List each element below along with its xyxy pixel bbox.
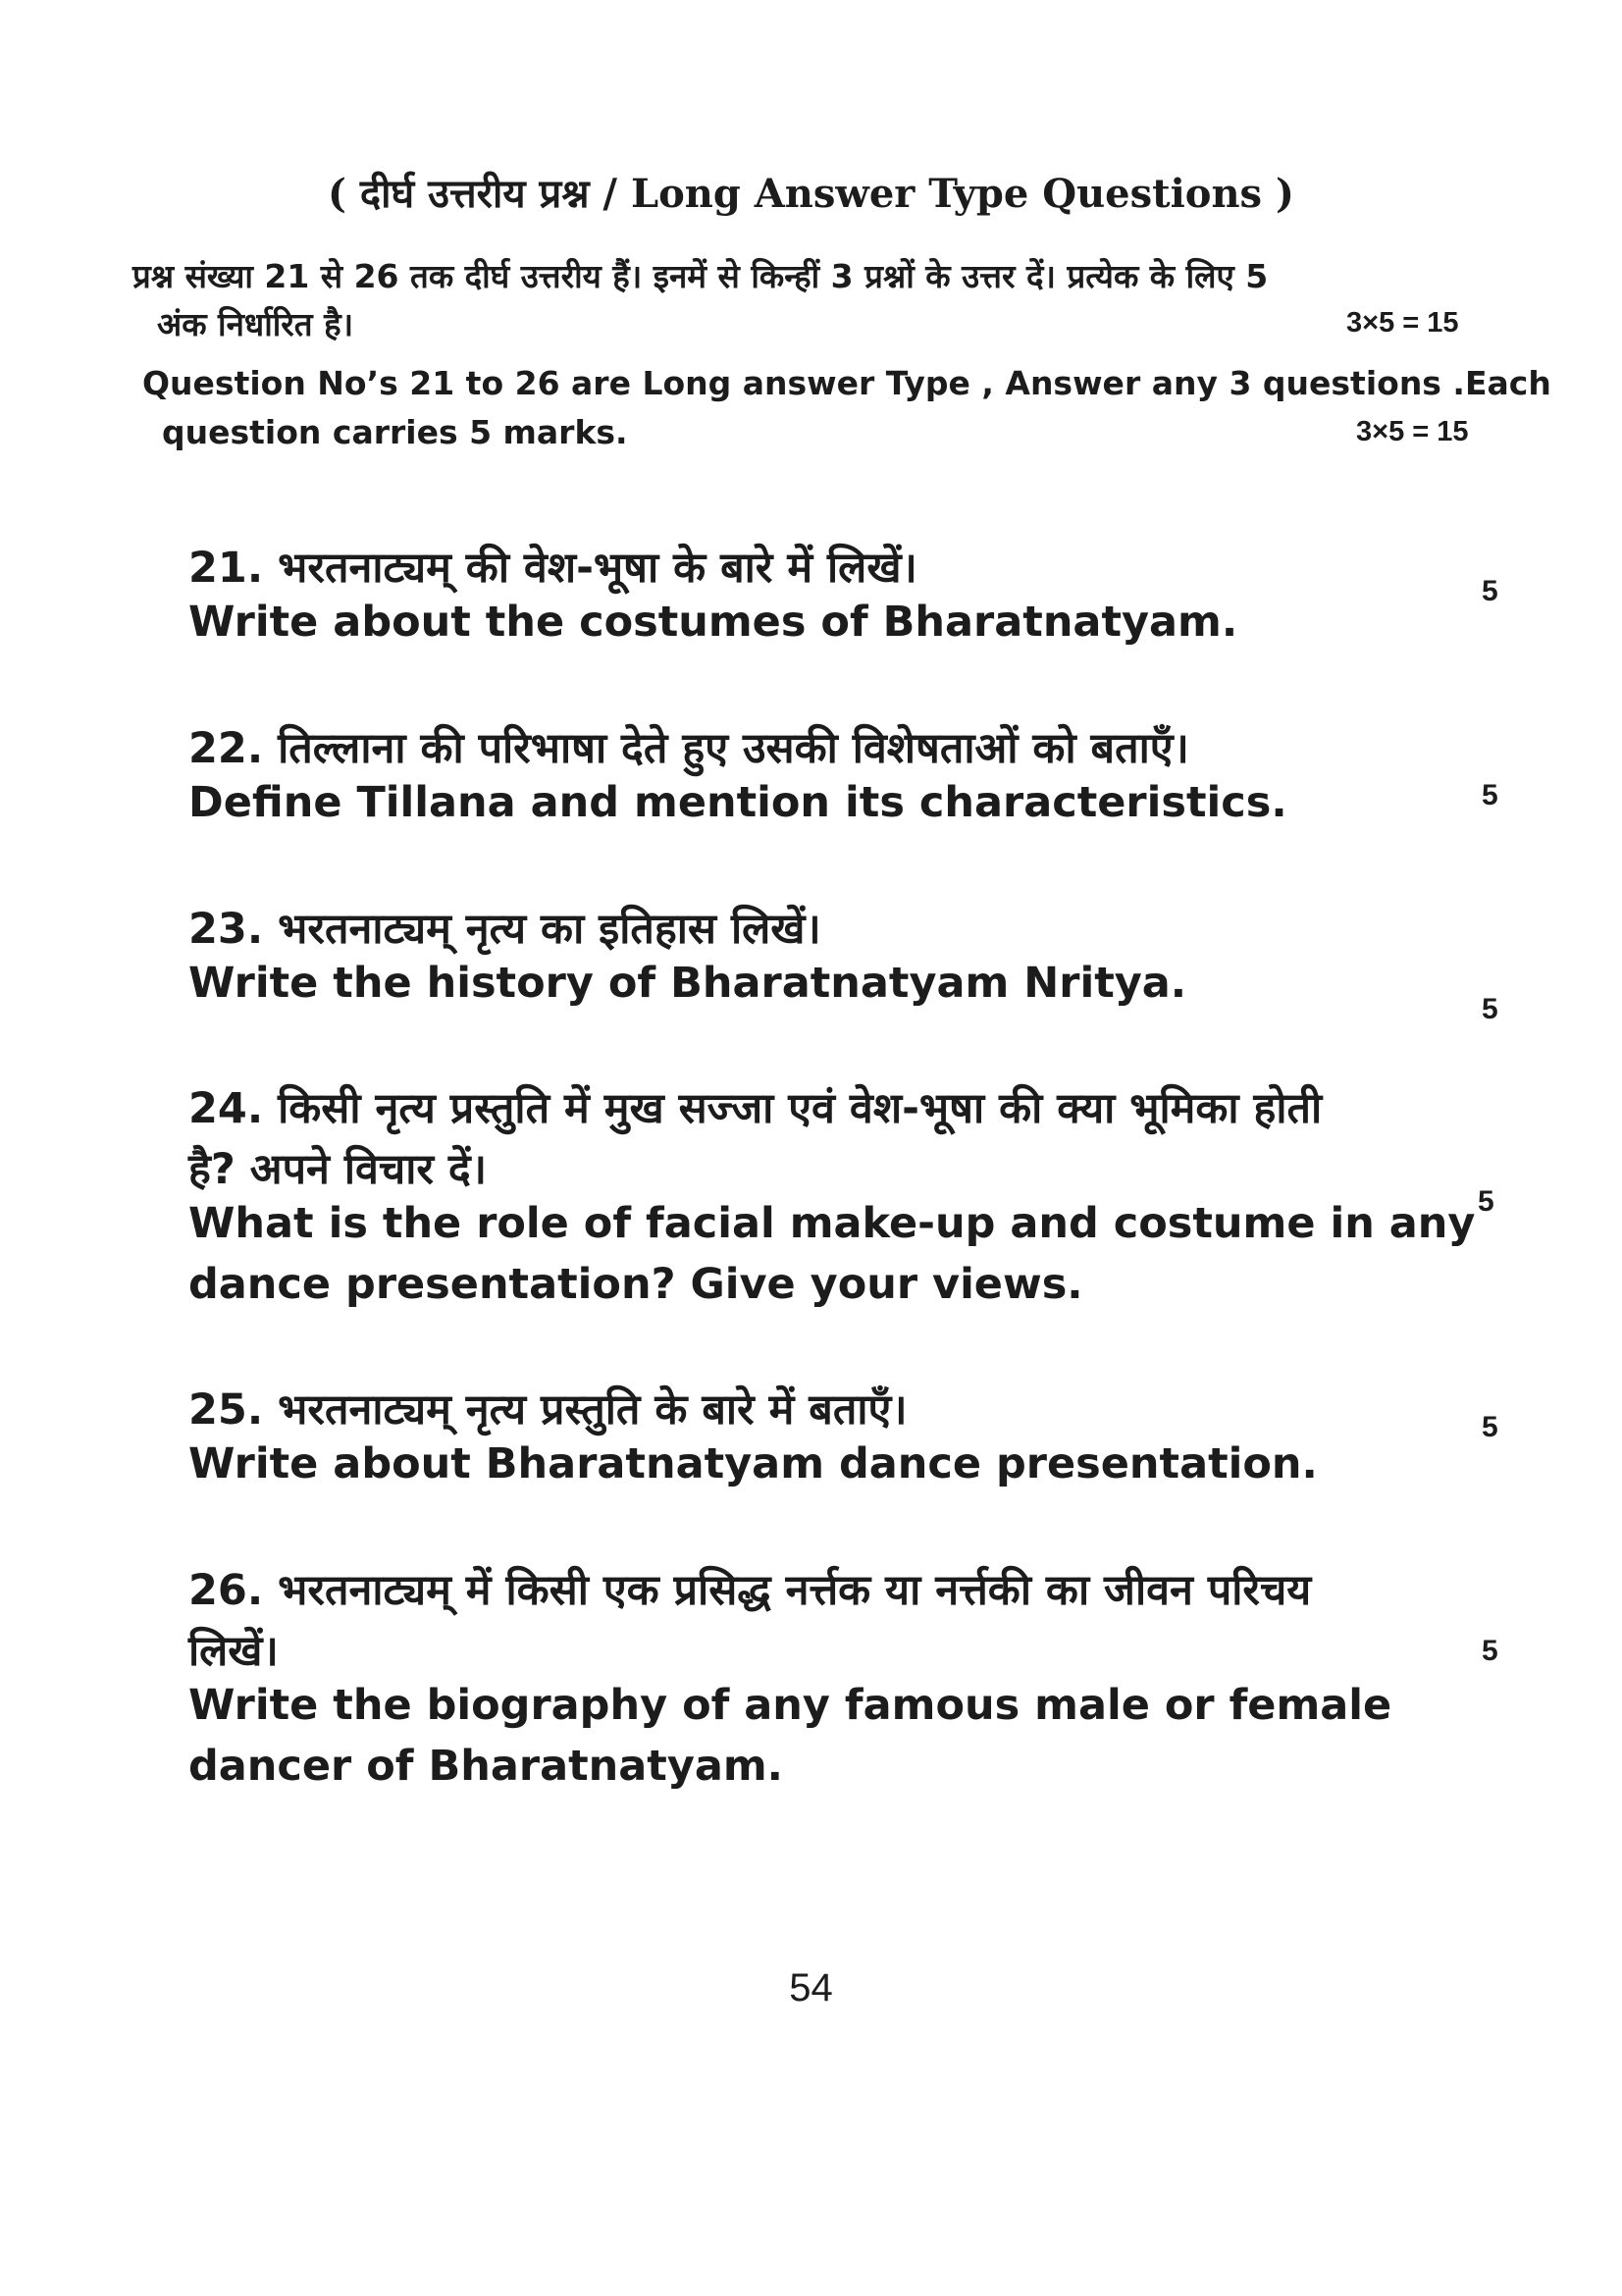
question-21-english: Write about the costumes of Bharatnatyam.	[188, 598, 1238, 647]
instructions-english-line1: Question No’s 21 to 26 are Long answer Type , Answer any 3 questions .Each	[142, 364, 1551, 402]
question-21-marks: 5	[1482, 575, 1498, 607]
instructions-hindi-marks: 3×5 = 15	[1346, 307, 1459, 339]
instructions-hindi-line2: अंक निर्धारित है।	[157, 305, 354, 343]
instructions-hindi-line1: प्रश्न संख्या 21 से 26 तक दीर्घ उत्तरीय हैं। इनमें से किन्हीं 3 प्रश्नों के उत्तर दें। प्रत्येक के लिए 5	[132, 257, 1269, 295]
question-26-hindi-line2: लिखें।	[188, 1627, 279, 1676]
question-24-english-line1: What is the role of facial make-up and costume in any	[188, 1199, 1476, 1248]
question-23-hindi: 23. भरतनाट्यम् नृत्य का इतिहास लिखें।	[188, 905, 821, 954]
question-26-english-line1: Write the biography of any famous male or female	[188, 1681, 1392, 1730]
question-26-english-line2: dancer of Bharatnatyam.	[188, 1742, 784, 1791]
question-25-marks: 5	[1482, 1411, 1498, 1443]
section-title: ( दीर्घ उत्तरीय प्रश्न / Long Answer Type Questions )	[328, 171, 1294, 217]
question-21-hindi: 21. भरतनाट्यम् की वेश-भूषा के बारे में लिखें।	[188, 544, 917, 593]
question-23-marks: 5	[1482, 993, 1498, 1025]
question-26-hindi-line1: 26. भरतनाट्यम् में किसी एक प्रसिद्ध नर्त्तक या नर्त्तकी का जीवन परिचय	[188, 1566, 1312, 1615]
question-26-marks: 5	[1482, 1635, 1498, 1667]
instructions-english-marks: 3×5 = 15	[1356, 416, 1469, 447]
question-22-english: Define Tillana and mention its characteristics.	[188, 778, 1287, 827]
instructions-english-line2: question carries 5 marks.	[162, 413, 628, 451]
question-24-english-line2: dance presentation? Give your views.	[188, 1260, 1083, 1309]
page-number: 54	[789, 1966, 833, 2009]
question-24-hindi-line1: 24. किसी नृत्य प्रस्तुति में मुख सज्जा एवं वेश-भूषा की क्या भूमिका होती	[188, 1084, 1323, 1133]
question-22-marks: 5	[1482, 779, 1498, 811]
question-24-marks: 5	[1478, 1185, 1494, 1218]
question-25-hindi: 25. भरतनाट्यम् नृत्य प्रस्तुति के बारे में बताएँ।	[188, 1385, 908, 1435]
question-22-hindi: 22. तिल्लाना की परिभाषा देते हुए उसकी विशेषताओं को बताएँ।	[188, 724, 1189, 773]
question-25-english: Write about Bharatnatyam dance presentation.	[188, 1439, 1318, 1488]
question-23-english: Write the history of Bharatnatyam Nritya.	[188, 959, 1187, 1008]
question-24-hindi-line2: है? अपने विचार दें।	[188, 1145, 488, 1194]
